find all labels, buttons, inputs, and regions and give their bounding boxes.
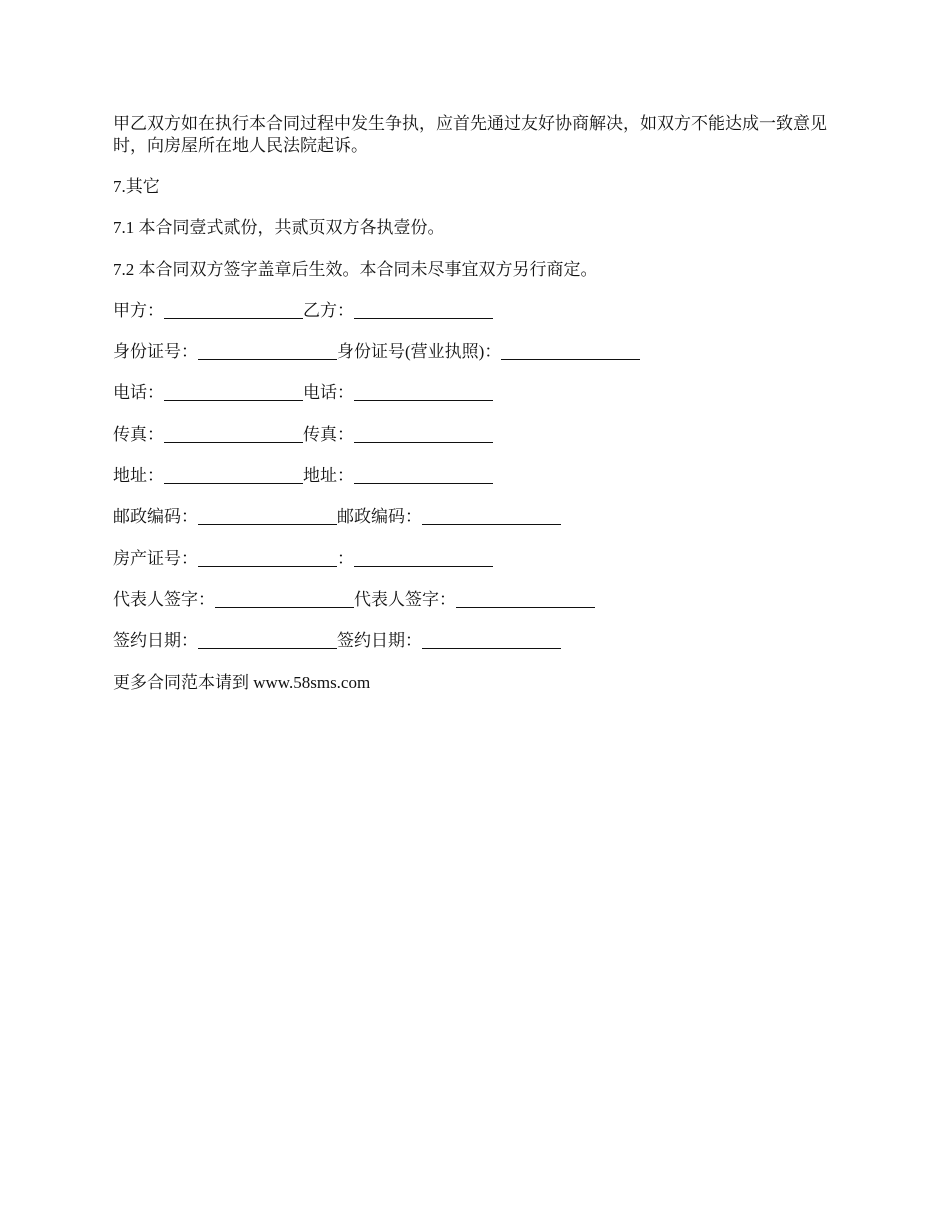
section-7-title: 7.其它 [113, 177, 160, 196]
representative-signature-row [113, 589, 843, 611]
property-cert-right-label: ： [337, 548, 354, 568]
document-page [113, 113, 843, 713]
id-number-row [113, 341, 843, 363]
signing-date-left-label: 签约日期： [113, 631, 198, 651]
property-cert-right-blank[interactable] [354, 549, 493, 567]
footer-note: 更多合同范本请到 www.58sms.com [113, 672, 371, 692]
postal-code-right-label: 邮政编码： [337, 507, 422, 527]
property-cert-row [113, 548, 843, 570]
address-row [113, 465, 843, 487]
phone-right-label: 电话： [303, 383, 354, 403]
representative-right-label: 代表人签字： [354, 589, 456, 609]
phone-right-blank[interactable] [354, 383, 493, 401]
postal-code-row [113, 506, 843, 528]
address-right-blank[interactable] [354, 466, 493, 484]
fax-row [113, 424, 843, 446]
property-cert-left-label: 房产证号： [113, 548, 198, 568]
representative-left-label: 代表人签字： [113, 589, 215, 609]
party-name-row [113, 300, 843, 322]
fax-left-blank[interactable] [164, 425, 303, 443]
party-b-label: 乙方： [303, 300, 354, 320]
party-b-blank[interactable] [354, 301, 493, 319]
property-cert-left-blank[interactable] [198, 549, 337, 567]
id-number-right-label: 身份证号(营业执照)： [337, 342, 502, 362]
signing-date-right-blank[interactable] [422, 631, 561, 649]
representative-right-blank[interactable] [456, 590, 595, 608]
address-left-blank[interactable] [164, 466, 303, 484]
clause-7-1: 7.1 本合同壹式贰份，共贰页双方各执壹份。 [113, 218, 445, 238]
phone-row [113, 382, 843, 404]
signing-date-left-blank[interactable] [198, 631, 337, 649]
party-a-label: 甲方： [113, 300, 164, 320]
phone-left-blank[interactable] [164, 383, 303, 401]
postal-code-right-blank[interactable] [422, 507, 561, 525]
signing-date-row [113, 630, 843, 652]
party-a-blank[interactable] [164, 301, 303, 319]
address-right-label: 地址： [303, 466, 354, 486]
representative-left-blank[interactable] [215, 590, 354, 608]
id-number-left-blank[interactable] [198, 342, 337, 360]
id-number-left-label: 身份证号： [113, 342, 198, 362]
clause-7-2: 7.2 本合同双方签字盖章后生效。本合同未尽事宜双方另行商定。 [113, 259, 598, 279]
fax-left-label: 传真： [113, 424, 164, 444]
dispute-clause: 甲乙双方如在执行本合同过程中发生争执，应首先通过友好协商解决，如双方不能达成一致意见时，向房屋所在地人民法院起诉。 [113, 114, 827, 155]
fax-right-label: 传真： [303, 424, 354, 444]
postal-code-left-blank[interactable] [198, 507, 337, 525]
signing-date-right-label: 签约日期： [337, 631, 422, 651]
address-left-label: 地址： [113, 466, 164, 486]
fax-right-blank[interactable] [354, 425, 493, 443]
phone-left-label: 电话： [113, 383, 164, 403]
postal-code-left-label: 邮政编码： [113, 507, 198, 527]
id-number-right-blank[interactable] [501, 342, 640, 360]
